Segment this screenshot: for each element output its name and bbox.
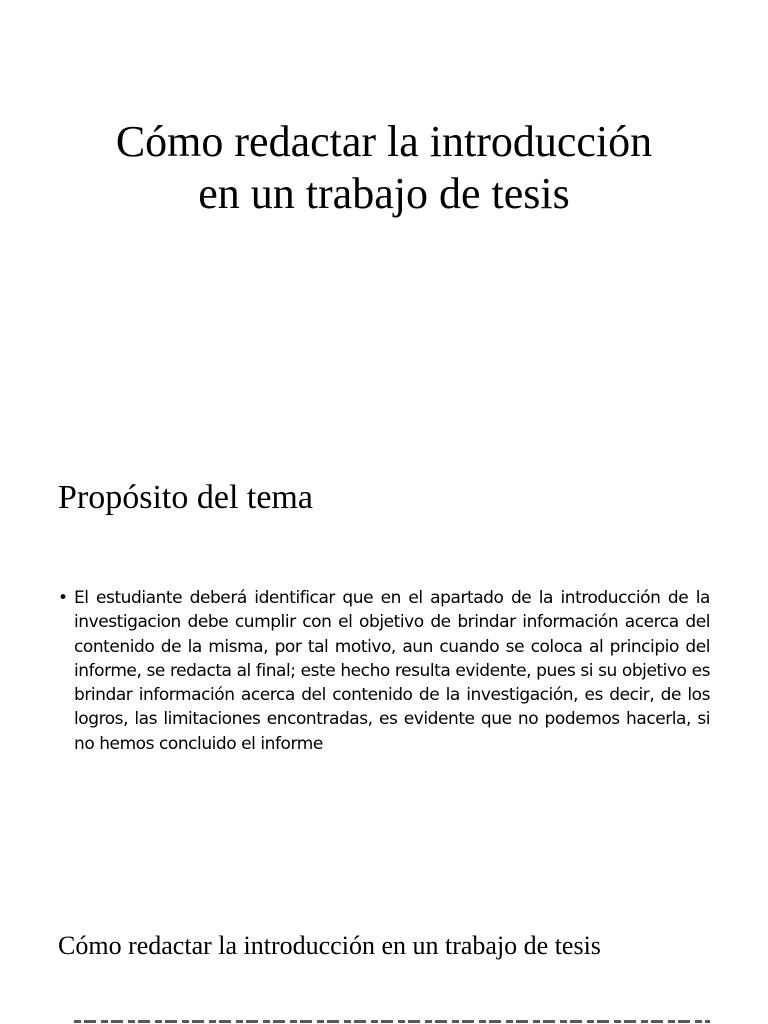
cutoff-text-line (74, 1016, 710, 1024)
bullet-list (58, 586, 710, 756)
slide-title (60, 116, 708, 220)
bullet-text: El estudiante deberá identificar que en el apartado de la introducción de la investigacion debe cumplir con el objetivo de brindar información acerca del contenido de la misma, por tal motivo, aun cuando se coloca al principio del informe, se redacta al final; este hecho resulta evidente, pues si su objetivo es brindar información acerca del contenido de la investigación, es decir, de los logros, las limitaciones encontradas, es evidente que no podemos hacerla, si no hemos concluido el informe (74, 588, 710, 754)
bullet-dot-icon: • (58, 588, 68, 608)
footer-heading: Cómo redactar la introducción en un trabajo de tesis (58, 931, 601, 960)
slide-title-line-1: Cómo redactar la introducción (115, 117, 653, 166)
bullet-item (58, 586, 710, 756)
section-heading: Propósito del tema (58, 479, 313, 516)
slide-title-line-2: en un trabajo de tesis (198, 169, 570, 218)
